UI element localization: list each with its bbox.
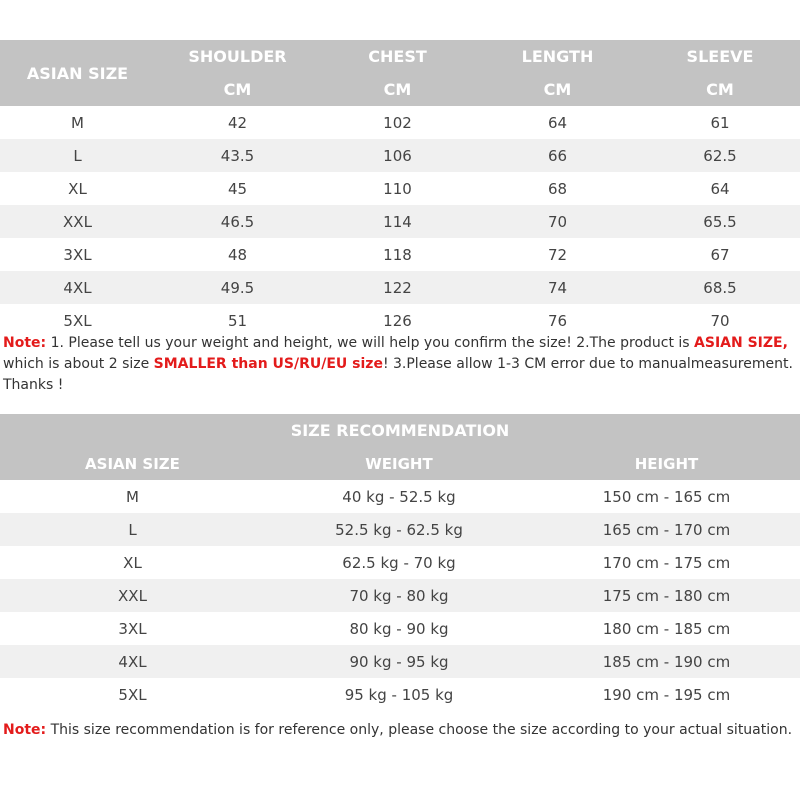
- note-text-part3: ! 3.Please allow 1-3 CM error due to manualmeasurement. Thanks !: [3, 356, 793, 393]
- cell-chest: 106: [383, 146, 412, 165]
- cell-length: 74: [547, 278, 568, 297]
- cell-length: 72: [547, 245, 568, 264]
- table-row: [0, 106, 800, 139]
- cell-height: 185 cm - 190 cm: [602, 652, 731, 671]
- cell-length: 64: [547, 113, 568, 132]
- table-row: [0, 205, 800, 238]
- cell-height: 180 cm - 185 cm: [602, 619, 731, 638]
- header-chest: CHEST: [368, 47, 427, 66]
- table-row: [0, 645, 800, 678]
- recommendation-body: [0, 480, 800, 711]
- note-asian-size: ASIAN SIZE,: [694, 335, 788, 351]
- cell-chest: 102: [383, 113, 412, 132]
- cell-sleeve: 70: [710, 311, 730, 330]
- cell-sleeve: 65.5: [703, 212, 737, 231]
- cell-shoulder: 49.5: [220, 278, 255, 297]
- size-chart-body: [0, 106, 800, 337]
- size-recommendation-table: [0, 414, 800, 711]
- cell-size: XL: [123, 553, 142, 572]
- header-sleeve: SLEEVE: [686, 47, 754, 66]
- cell-chest: 114: [383, 212, 412, 231]
- cell-sleeve: 62.5: [703, 146, 737, 165]
- note2-text: This size recommendation is for reference only, please choose the size according to your actual situation.: [46, 722, 793, 738]
- recommendation-title: SIZE RECOMMENDATION: [0, 414, 800, 447]
- table-row: [0, 139, 800, 172]
- cell-shoulder: 46.5: [220, 212, 255, 231]
- table-row: [0, 612, 800, 645]
- header-shoulder: SHOULDER: [188, 47, 287, 66]
- cell-size: 4XL: [118, 652, 147, 671]
- header-sleeve-unit: CM: [706, 80, 734, 99]
- cell-length: 76: [547, 311, 568, 330]
- table-row: [0, 480, 800, 513]
- note2-label: Note:: [3, 722, 47, 738]
- cell-height: 175 cm - 180 cm: [602, 586, 731, 605]
- cell-length: 68: [547, 179, 568, 198]
- cell-size: 5XL: [118, 685, 147, 704]
- cell-shoulder: 48: [227, 245, 248, 264]
- cell-shoulder: 45: [227, 179, 248, 198]
- cell-height: 170 cm - 175 cm: [602, 553, 731, 572]
- cell-weight: 70 kg - 80 kg: [349, 586, 449, 605]
- cell-weight: 62.5 kg - 70 kg: [342, 553, 456, 572]
- cell-size: M: [71, 113, 84, 132]
- cell-size: XXL: [63, 212, 92, 231]
- table-row: [0, 238, 800, 271]
- table-row: [0, 546, 800, 579]
- cell-weight: 52.5 kg - 62.5 kg: [335, 520, 463, 539]
- recommendation-header: [0, 447, 800, 480]
- cell-size: L: [128, 520, 137, 539]
- cell-sleeve: 67: [710, 245, 730, 264]
- size-note: [3, 333, 797, 396]
- header-length-unit: CM: [543, 80, 572, 99]
- cell-size: M: [126, 487, 139, 506]
- cell-length: 70: [547, 212, 568, 231]
- table-row: [0, 271, 800, 304]
- cell-weight: 80 kg - 90 kg: [349, 619, 449, 638]
- cell-height: 165 cm - 170 cm: [602, 520, 731, 539]
- header-chest-unit: CM: [383, 80, 412, 99]
- cell-size: XL: [68, 179, 87, 198]
- cell-length: 66: [547, 146, 568, 165]
- cell-shoulder: 42: [227, 113, 248, 132]
- table-row: [0, 513, 800, 546]
- cell-shoulder: 43.5: [220, 146, 255, 165]
- note-label: Note:: [3, 335, 47, 351]
- cell-sleeve: 61: [710, 113, 730, 132]
- cell-size: 3XL: [63, 245, 92, 264]
- cell-size: 3XL: [118, 619, 147, 638]
- header-shoulder-unit: CM: [223, 80, 252, 99]
- recommendation-note: [3, 720, 797, 741]
- size-chart-table: [0, 40, 800, 337]
- cell-chest: 110: [383, 179, 412, 198]
- header-length: LENGTH: [521, 47, 594, 66]
- cell-size: XXL: [118, 586, 147, 605]
- cell-chest: 126: [383, 311, 412, 330]
- cell-size: 5XL: [63, 311, 92, 330]
- size-chart-header: [0, 40, 800, 106]
- cell-height: 190 cm - 195 cm: [602, 685, 731, 704]
- cell-height: 150 cm - 165 cm: [602, 487, 731, 506]
- header-asian-size-2: ASIAN SIZE: [85, 454, 180, 473]
- cell-size: L: [73, 146, 82, 165]
- cell-weight: 90 kg - 95 kg: [349, 652, 449, 671]
- note-text-part1: 1. Please tell us your weight and height, we will help you confirm the size! 2.The product is: [46, 335, 695, 351]
- header-asian-size: ASIAN SIZE: [26, 63, 129, 83]
- cell-sleeve: 68.5: [703, 278, 737, 297]
- cell-chest: 122: [383, 278, 412, 297]
- cell-weight: 40 kg - 52.5 kg: [342, 487, 456, 506]
- cell-weight: 95 kg - 105 kg: [344, 685, 454, 704]
- note-text-part2: which is about 2 size: [3, 356, 154, 372]
- table-row: [0, 579, 800, 612]
- header-height: HEIGHT: [634, 454, 699, 473]
- cell-sleeve: 64: [710, 179, 730, 198]
- header-weight: WEIGHT: [365, 454, 433, 473]
- table-row: [0, 172, 800, 205]
- cell-size: 4XL: [63, 278, 92, 297]
- table-row: [0, 678, 800, 711]
- cell-chest: 118: [383, 245, 412, 264]
- note-smaller-than: SMALLER than US/RU/EU size: [153, 356, 383, 372]
- cell-shoulder: 51: [227, 311, 248, 330]
